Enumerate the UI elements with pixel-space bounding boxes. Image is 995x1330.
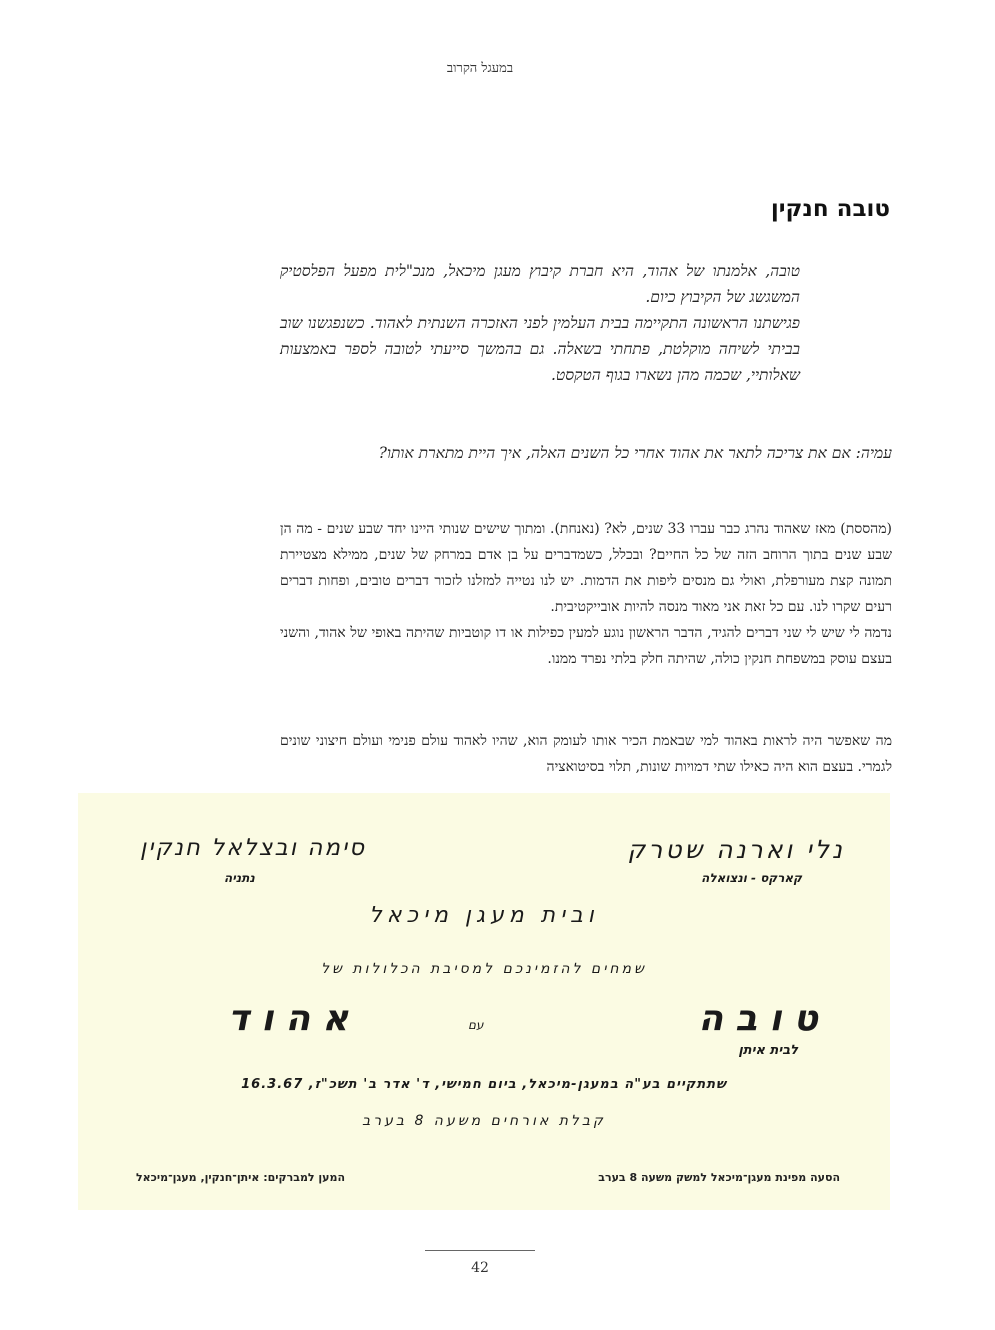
answer-block-continued (280, 728, 892, 780)
invitation-groom-name: אהוד (228, 998, 361, 1039)
invitation-telegram-note: המען למברקים: איתן־חנקין, מעגן־מיכאל (136, 1171, 346, 1184)
invitation-kibbutz: ובית מעגן מיכאל (369, 903, 599, 928)
wedding-invitation-image (78, 793, 890, 1210)
invitation-couple-left: סימה ובצלאל חנקין (140, 835, 367, 861)
invitation-couple-right: נלי וארנה שטרק (627, 835, 845, 864)
running-head: במעגל הקרוב (446, 61, 514, 76)
question-speaker: עמיה: (855, 444, 892, 462)
body-paragraph: מה שאפשר היה לראות באהוד למי שבאמת הכיר אותו לעומק הוא, שהיו לאהוד עולם פנימי ועולם חיצוני שונים לגמרי. בעצם הוא היה כאילו שתי דמויות שונות, תלוי בסיטואציה (280, 733, 892, 775)
invitation-location-left: נתניה (224, 871, 255, 885)
chapter-title: טובה חנקין (770, 196, 890, 222)
invitation-location-right: קארקס - ונצואלה (701, 871, 802, 885)
intro-block (280, 258, 800, 388)
invitation-bride-name: טובה (698, 998, 830, 1039)
interview-question (280, 440, 892, 466)
footer-rule (425, 1250, 535, 1251)
intro-paragraph: פגישתנו הראשונה התקיימה בבית העלמין לפני האזכרה השנתית לאהוד. כשנפגשנו שוב בביתי לשיחה מוקלטת, פתחתי בשאלה. גם בהמשך סייעתי לטובה לספר באמצעות שאלותיי, שכמה מהן נשארו בגוף הטקסט. (280, 314, 800, 384)
invitation-bride-family: לבית איתן (738, 1043, 798, 1058)
answer-block (280, 516, 892, 672)
page-number: 42 (471, 1260, 489, 1276)
body-paragraph: (מהססת) מאז שאהוד נהרג כבר עברו 33 שנים, לא? (נאנחת). ומתוך שישים שנותי היינו יחד שבע שנים - מה הן שבע שנים בתוך הרוחב הזה של כל החיים? ובכלל, כשמדברים על בן אדם במרחק של שנים, ממילא מצטיירת תמונה קצת מעורפלת, ואולי גם מנסים ליפות את הדמות. יש לנו נטייה למזלנו לזכור דברים טובים, ופחות דברים רעים שקרו לנו. עם כל זאת אני מאוד מנסה להיות אובייקטיבית. (280, 521, 892, 615)
invitation-with: עם (468, 1018, 484, 1032)
invitation-bus-note: הסעה מפינת מעגן־מיכאל למשק משעה 8 בערב (598, 1171, 840, 1184)
body-paragraph: נדמה לי שיש לי שני דברים להגיד, הדבר הראשון נוגע למעין כפילות או דו קוטביות שהיתה באופי של אהוד, והשני בעצם עוסק במשפחת חנקין כולה, שהיתה חלק בלתי נפרד ממנו. (280, 625, 892, 667)
question-text: אם את צריכה לתאר את אהוד אחרי כל השנים האלה, איך היית מתארת אותו? (378, 444, 851, 462)
invitation-reception: קבלת אורחים משעה 8 בערב (362, 1113, 606, 1129)
invitation-date-line: שתתקיים בע"ה במעגן-מיכאל, ביום חמישי, ד' אדר ב' תשכ"ז, 16.3.67 (241, 1077, 727, 1092)
intro-paragraph: טובה, אלמנתו של אהוד, היא חברת קיבוץ מעגן מיכאל, מנכ"לית מפעל הפלסטיק המשגשג של הקיבוץ כיום. (280, 262, 800, 306)
invitation-invite-line: שמחים להזמינכם למסיבת הכלולות של (321, 961, 647, 977)
